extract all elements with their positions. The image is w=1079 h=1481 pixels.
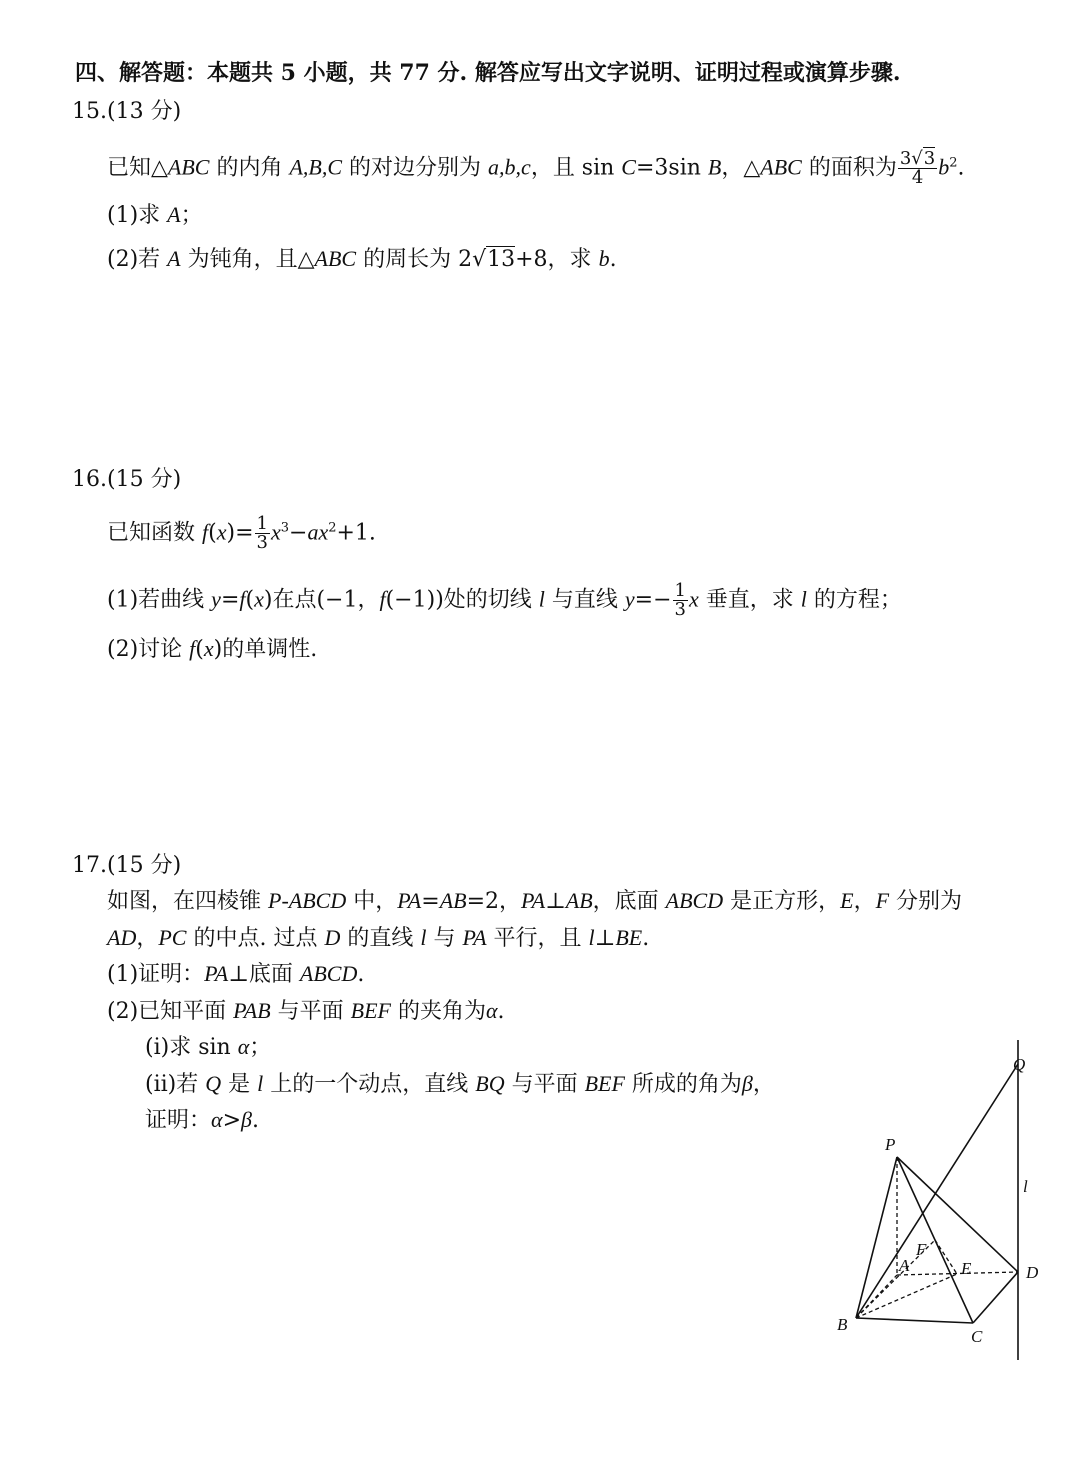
figure-hidden-edges xyxy=(856,1157,1018,1318)
q17-part2-ii-text: ， xyxy=(752,1072,775,1097)
q15-stem-text: 的内角 xyxy=(209,155,290,181)
q17-part2-ii-math: Q xyxy=(205,1071,222,1096)
q16-part1-fraction xyxy=(673,582,688,619)
label-Q: Q xyxy=(1013,1055,1026,1074)
q17-stem-text: 如图，在四棱锥 xyxy=(107,889,268,914)
q15-score: (13 分) xyxy=(107,99,182,124)
q17-stem-text: 与 xyxy=(426,926,463,951)
label-F: F xyxy=(916,1240,927,1259)
q17-part2-ii-proof xyxy=(145,1105,259,1136)
q15-stem-text: ，且 sin xyxy=(530,155,622,181)
q16-part1-text: )在点(−1， xyxy=(263,587,380,613)
q16-part1-math: f xyxy=(379,586,386,612)
label-C: C xyxy=(971,1327,983,1346)
q15-stem-text: . xyxy=(957,155,965,181)
q17-part2-ii-math: BQ xyxy=(475,1071,505,1096)
q17-stem-text: 分别为 xyxy=(889,889,963,914)
q16-part1-math: y xyxy=(624,586,635,612)
q15-part2-text: 为钝角，且△ xyxy=(180,247,315,272)
q16-part1-math: y xyxy=(211,586,221,612)
q15-area-fraction: $\frac{3√3}{4}$ xyxy=(899,148,936,188)
q17-part2-ii-math: l xyxy=(257,1071,264,1096)
edge-AD xyxy=(897,1272,1018,1275)
q17-part2-text: . xyxy=(497,999,505,1024)
q17-stem-math: l xyxy=(420,925,427,950)
q17-stem-text: ，底面 xyxy=(592,889,666,914)
q17-stem-math: P-ABCD xyxy=(268,888,347,913)
q16-part1-text: (−1))处的切线 xyxy=(385,587,539,613)
q15-number: 15. xyxy=(72,99,107,124)
q15-stem-math: a,b,c xyxy=(488,154,531,180)
q15-part1 xyxy=(107,200,203,231)
q17-part1-text: . xyxy=(357,962,365,987)
q15-stem-math: C xyxy=(621,154,636,180)
q16-part1-text: (1)若曲线 xyxy=(107,587,212,613)
q16-part1-math: l xyxy=(538,586,545,612)
q15-part2-text: +8，求 xyxy=(515,247,599,272)
q17-part2-text: 的夹角为 xyxy=(390,999,486,1024)
pyramid-figure xyxy=(825,1030,1065,1375)
q15-part1-text: (1)求 xyxy=(107,203,168,228)
q15-stem-math: A,B,C xyxy=(289,154,343,180)
q15-part2-radicand: 13 xyxy=(487,247,516,272)
q16-stem-math: x xyxy=(216,519,227,545)
q17-part2-i-text: (ⅰ)求 sin xyxy=(145,1035,238,1060)
edge-CD xyxy=(973,1272,1018,1323)
q17-part2-ii-text: 所成的角为 xyxy=(624,1072,742,1097)
q15-part2-text: (2)若 xyxy=(107,247,168,272)
q17-part1-text: (1)证明： xyxy=(107,962,205,987)
q16-stem-text: )= xyxy=(226,520,254,546)
q15-stem-math: ABC xyxy=(167,154,210,180)
q16-part1-math: x xyxy=(689,586,699,612)
q15-stem xyxy=(107,150,965,187)
q16-part2-text: )的单调性. xyxy=(213,637,318,662)
section-header: 四、解答题：本题共 5 小题，共 77 分. 解答应写出文字说明、证明过程或演算步骤. xyxy=(75,60,901,86)
q15-stem-text: 已知△ xyxy=(107,155,168,181)
q17-part2-text: 与平面 xyxy=(270,999,351,1024)
q16-score: (15 分) xyxy=(107,467,182,492)
q17-proof-text: . xyxy=(251,1108,259,1133)
label-A: A xyxy=(899,1256,910,1275)
q16-stem-text: +1. xyxy=(336,520,376,546)
q17-proof-text: 证明： xyxy=(145,1108,212,1133)
segment-FE xyxy=(935,1240,957,1274)
q15-part2-math: ABC xyxy=(314,246,357,271)
q17-part2-ii-text: 与平面 xyxy=(504,1072,585,1097)
q17-part2-math: α xyxy=(485,998,498,1023)
q16-part1-text: 垂直，求 xyxy=(698,587,801,613)
q17-stem-text: ⊥ xyxy=(594,926,616,951)
q16-fraction xyxy=(255,515,270,552)
q17-stem-text: ， xyxy=(853,889,876,914)
q17-part2-ii-math: BEF xyxy=(584,1071,625,1096)
q17-part2-ii-math: β xyxy=(741,1071,753,1096)
q17-part2-ii-text: 上的一个动点，直线 xyxy=(263,1072,476,1097)
q17-part2-ii xyxy=(145,1069,775,1100)
q16-stem-text: ( xyxy=(208,520,217,546)
q16-part2-math: x xyxy=(203,636,214,661)
q17-stem-math: PC xyxy=(158,925,187,950)
q16-part2 xyxy=(107,634,317,665)
q17-part2-i xyxy=(145,1032,271,1063)
q16-part1-text: ( xyxy=(245,587,255,613)
edge-BC xyxy=(856,1318,973,1323)
figure-solid-edges xyxy=(856,1040,1018,1360)
q15-stem-text: 的面积为 xyxy=(801,155,897,181)
q16-part1-math: l xyxy=(800,586,807,612)
q16-part1-math: x xyxy=(254,586,264,612)
q16-stem-math: x xyxy=(270,519,281,545)
q17-stem-text: 是正方形， xyxy=(723,889,841,914)
q15-part2-math: b xyxy=(598,246,610,271)
q17-stem-math: D xyxy=(324,925,341,950)
q17-part2-math: BEF xyxy=(350,998,391,1023)
q16-part1-text: 与直线 xyxy=(544,587,625,613)
q16-part2-math: f xyxy=(189,636,196,661)
q15-exponent: 2 xyxy=(949,155,958,171)
q16-stem-text: − xyxy=(289,520,308,546)
q17-number: 17. xyxy=(72,853,107,878)
q17-part1-text: ⊥底面 xyxy=(228,962,300,987)
q15-part2: (2)若 A 为钝角，且△ABC 的周长为 2√13+8，求 b. xyxy=(107,246,617,272)
q17-stem-math: E xyxy=(840,888,854,913)
q17-stem-math: BE xyxy=(615,925,643,950)
q15-stem-text: =3sin xyxy=(635,155,708,181)
q17-stem-math: AB xyxy=(565,888,593,913)
q17-stem-math: l xyxy=(588,925,595,950)
q16-frac-num: 1 xyxy=(256,513,268,534)
q17-part2 xyxy=(107,996,505,1027)
q15-stem-math: b xyxy=(938,154,950,180)
q17-stem-math: PA xyxy=(397,888,422,913)
q17-stem-math: PA xyxy=(462,925,487,950)
q16-frac-den: 3 xyxy=(256,532,268,553)
q17-part1-math: PA xyxy=(204,961,229,986)
label-l: l xyxy=(1023,1177,1028,1196)
q15-part1-text: ； xyxy=(180,203,203,228)
q16-part1-frac-den: 3 xyxy=(674,599,686,620)
q17-stem-math: F xyxy=(875,888,890,913)
q17-score: (15 分) xyxy=(107,853,182,878)
q16-part1-text: 的方程； xyxy=(806,587,902,613)
q17-part2-i-text: ； xyxy=(249,1035,272,1060)
q17-heading xyxy=(72,851,181,881)
q16-exponent: 2 xyxy=(328,520,337,536)
q15-part2-text: 的周长为 2 xyxy=(356,247,473,272)
label-D: D xyxy=(1026,1263,1039,1282)
q15-frac-radicand: 3 xyxy=(923,148,936,169)
q16-part1-math: f xyxy=(239,586,246,612)
q16-stem-text: 已知函数 xyxy=(107,520,202,546)
q17-stem-text: 平行，且 xyxy=(486,926,589,951)
q17-part2-ii-text: 是 xyxy=(221,1072,258,1097)
q17-stem-math: PA xyxy=(521,888,546,913)
q16-exponent: 3 xyxy=(280,520,290,536)
q17-part2-ii-text: (ⅱ)若 xyxy=(145,1072,206,1097)
q15-stem-text: ，△ xyxy=(721,155,761,181)
q17-stem-line2 xyxy=(107,923,649,954)
q15-frac-den: 4 xyxy=(911,167,924,188)
q15-stem-math: B xyxy=(707,154,722,180)
q17-stem-text: =2， xyxy=(466,889,522,914)
q16-part1-frac-num: 1 xyxy=(674,580,686,601)
segment-BQ xyxy=(856,1064,1018,1318)
label-B: B xyxy=(837,1315,848,1334)
q17-stem-text: = xyxy=(421,889,440,914)
q17-stem-text: ⊥ xyxy=(545,889,566,914)
q17-stem-text: ， xyxy=(136,926,159,951)
label-P: P xyxy=(885,1135,896,1154)
q16-part2-text: ( xyxy=(195,637,204,662)
q17-part1-math: ABCD xyxy=(299,961,358,986)
q17-stem-text: . xyxy=(642,926,650,951)
q17-stem-text: 的直线 xyxy=(340,926,421,951)
q17-part2-text: (2)已知平面 xyxy=(107,999,234,1024)
q16-number: 16. xyxy=(72,467,107,492)
q17-proof-text: > xyxy=(222,1108,242,1133)
q16-heading xyxy=(72,465,181,495)
q17-stem-line1 xyxy=(107,886,962,917)
q17-part2-math: PAB xyxy=(233,998,271,1023)
q17-part2-i-math: α xyxy=(237,1034,250,1059)
q16-part1-text: =− xyxy=(634,587,672,613)
label-E: E xyxy=(961,1259,972,1278)
q15-stem-math: ABC xyxy=(760,154,802,180)
q17-stem-math: AD xyxy=(107,925,137,950)
q17-part1 xyxy=(107,959,364,990)
q17-stem-math: AB xyxy=(439,888,467,913)
q15-part1-math: A xyxy=(167,202,181,227)
q17-stem-math: ABCD xyxy=(665,888,724,913)
edge-PB xyxy=(856,1157,897,1318)
q16-part1-text: = xyxy=(220,587,240,613)
q15-heading xyxy=(72,97,181,127)
q16-stem-math: ax xyxy=(307,519,329,545)
q16-stem xyxy=(107,515,376,552)
q16-part1 xyxy=(107,582,902,619)
q15-part2-math: A xyxy=(167,246,181,271)
q16-part2-text: (2)讨论 xyxy=(107,637,190,662)
q15-frac-num: 3 xyxy=(899,148,912,169)
q15-stem-text: 的对边分别为 xyxy=(342,155,489,181)
q16-stem-math: f xyxy=(202,519,209,545)
q17-stem-text: 的中点. 过点 xyxy=(186,926,325,951)
q15-part2-text: . xyxy=(609,247,617,272)
q17-proof-math: α xyxy=(211,1107,223,1132)
segment-BE xyxy=(856,1274,957,1318)
q17-stem-text: 中， xyxy=(346,889,398,914)
q17-proof-math: β xyxy=(241,1107,252,1132)
